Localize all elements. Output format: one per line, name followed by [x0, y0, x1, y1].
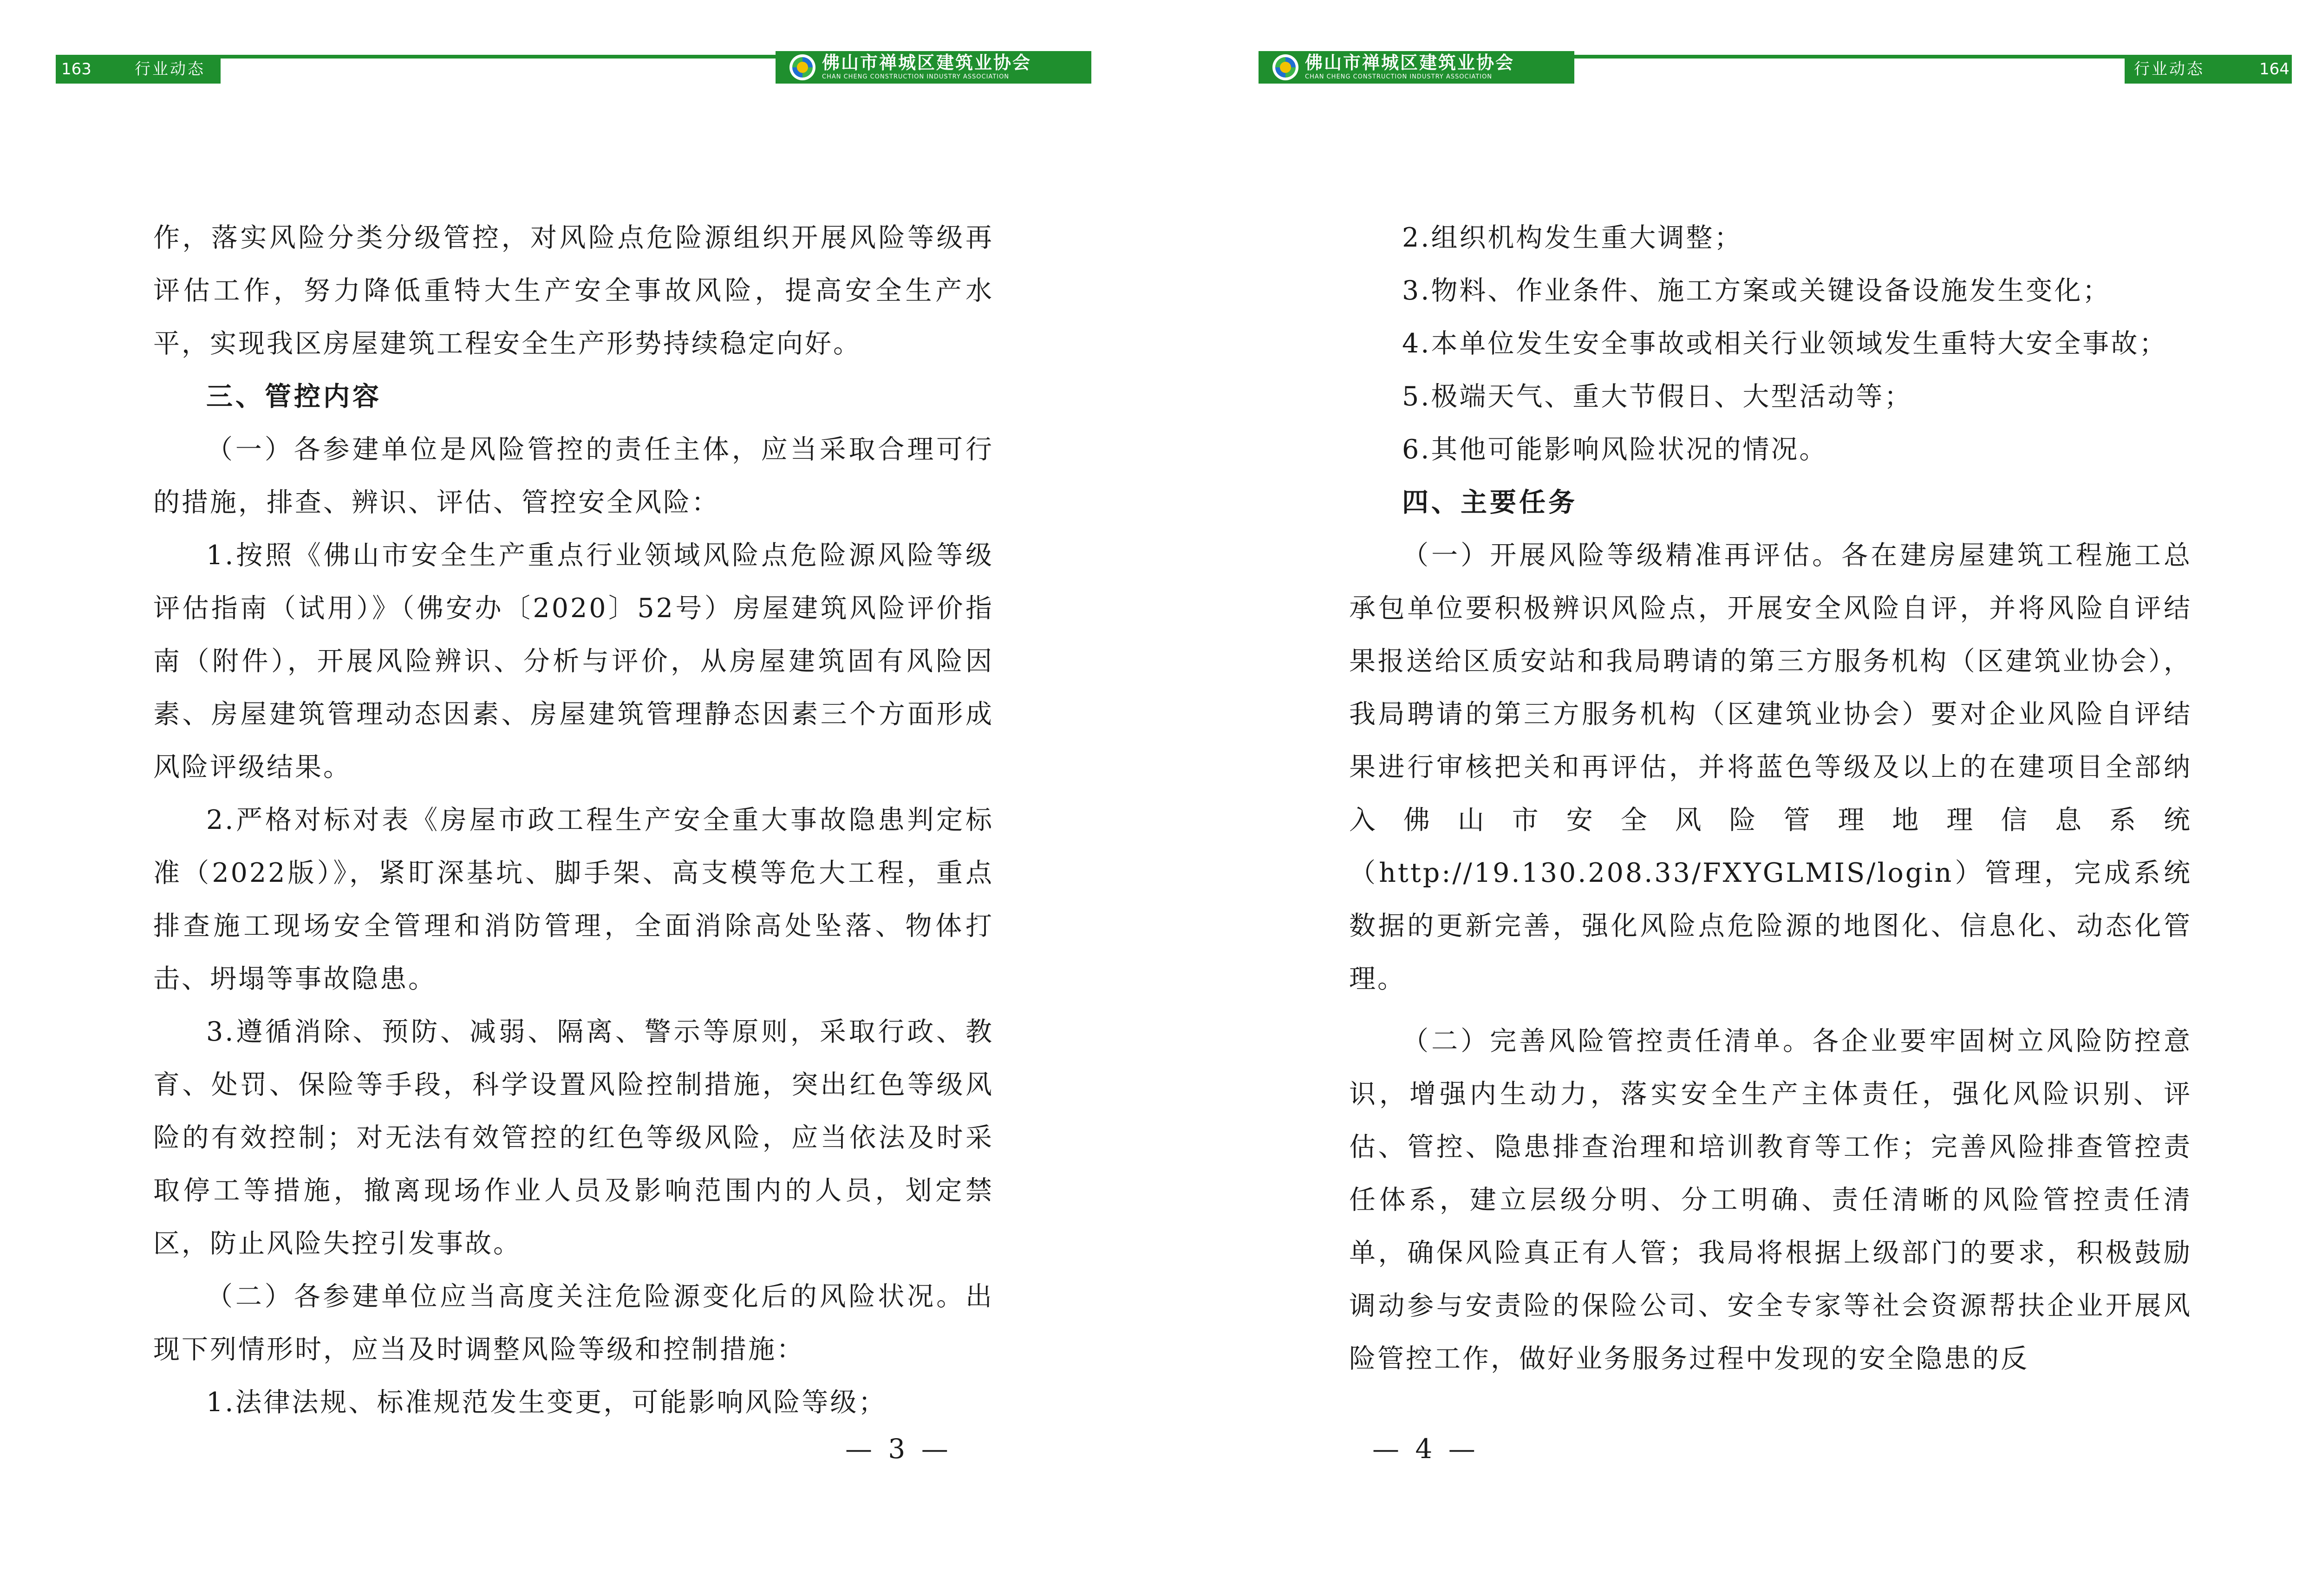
- page-footer: — 3 —: [845, 1433, 952, 1465]
- paragraph: 6.其他可能影响风险状况的情况。: [1402, 434, 1828, 465]
- left-body-text: [153, 211, 994, 1429]
- association-emblem-icon: [1272, 54, 1298, 80]
- paragraph: （一）开展风险等级精准再评估。各在建房屋建筑工程施工总承包单位要积极辨识风险点，开展安全风险自评，并将风险自评结果报送给区质安站和我局聘请的第三方服务机构（区建筑业协会），我局聘请的第三方服务机构（区建筑业协会）要对企业风险自评结果进行审核把关和再评估，并将蓝色等级及以上的在建项目全部纳入佛山市安全风险管理地理信息系统（http://19.130.208.33/FXYGLMIS/login）管理，完成系统数据的更新完善，强化风险点危险源的地图化、信息化、动态化管理。: [1349, 540, 2192, 994]
- paragraph: 4.本单位发生安全事故或相关行业领域发生重特大安全事故；: [1402, 328, 2168, 359]
- section-heading: 三、管控内容: [206, 381, 382, 412]
- paragraph: 3.遵循消除、预防、减弱、隔离、警示等原则，采取行政、教育、处罚、保险等手段，科学设置风险控制措施，突出红色等级风险的有效控制；对无法有效管控的红色等级风险，应当依法及时采取停工等措施，撤离现场作业人员及影响范围内的人员，划定禁区，防止风险失控引发事故。: [153, 1016, 994, 1259]
- paragraph: 1.法律法规、标准规范发生变更，可能影响风险等级；: [206, 1387, 887, 1418]
- paragraph: 作，落实风险分类分级管控，对风险点危险源组织开展风险等级再评估工作，努力降低重特大生产安全事故风险，提高安全生产水平，实现我区房屋建筑工程安全生产形势持续稳定向好。: [153, 222, 994, 359]
- paragraph: 1.按照《佛山市安全生产重点行业领域风险点危险源风险等级评估指南（试用）》（佛安办〔2020〕52号）房屋建筑风险评价指南（附件），开展风险辨识、分析与评价，从房屋建筑固有风险因素、房屋建筑管理动态因素、房屋建筑管理静态因素三个方面形成风险评级结果。: [153, 540, 994, 782]
- association-name-en: CHAN CHENG CONSTRUCTION INDUSTRY ASSOCIATION: [822, 73, 1010, 80]
- right-body-text: [1349, 211, 2192, 1385]
- association-name-en: CHAN CHENG CONSTRUCTION INDUSTRY ASSOCIATION: [1305, 73, 1493, 80]
- paragraph: 3.物料、作业条件、施工方案或关键设备设施发生变化；: [1402, 275, 2111, 306]
- right-page: [1168, 0, 2322, 1596]
- paragraph: （二）各参建单位应当高度关注危险源变化后的风险状况。出现下列情形时，应当及时调整风险等级和控制措施：: [153, 1281, 994, 1365]
- section-label: 行业动态: [135, 60, 205, 78]
- section-heading: 四、主要任务: [1402, 487, 1578, 518]
- association-name: 佛山市禅城区建筑业协会: [822, 52, 1032, 73]
- association-logo: [1259, 51, 1574, 84]
- page-number: 163: [61, 60, 91, 78]
- page-footer: — 4 —: [1372, 1433, 1479, 1465]
- paragraph: （二）完善风险管控责任清单。各企业要牢固树立风险防控意识，增强内生动力，落实安全生产主体责任，强化风险识别、评估、管控、隐患排查治理和培训教育等工作；完善风险排查管控责任体系，建立层级分明、分工明确、责任清晰的风险管控责任清单，确保风险真正有人管；我局将根据上级部门的要求，积极鼓励调动参与安责险的保险公司、安全专家等社会资源帮扶企业开展风险管控工作，做好业务服务过程中发现的安全隐患的反: [1349, 1026, 2192, 1374]
- section-label: 行业动态: [2134, 60, 2205, 78]
- paragraph: 2.组织机构发生重大调整；: [1402, 222, 1743, 253]
- page-number: 164: [2259, 60, 2289, 78]
- association-name: 佛山市禅城区建筑业协会: [1305, 52, 1515, 73]
- paragraph: （一）各参建单位是风险管控的责任主体，应当采取合理可行的措施，排查、辨识、评估、管控安全风险：: [153, 434, 994, 518]
- paragraph: 5.极端天气、重大节假日、大型活动等；: [1402, 381, 1913, 412]
- page-number-tab: [2125, 55, 2292, 84]
- association-emblem-icon: [789, 54, 815, 80]
- paragraph: 2.严格对标对表《房屋市政工程生产安全重大事故隐患判定标准（2022版）》，紧盯深基坑、脚手架、高支模等危大工程，重点排查施工现场安全管理和消防管理，全面消除高处坠落、物体打击、坍塌等事故隐患。: [153, 805, 994, 994]
- association-logo: [776, 51, 1091, 84]
- page-number-tab: [56, 55, 221, 84]
